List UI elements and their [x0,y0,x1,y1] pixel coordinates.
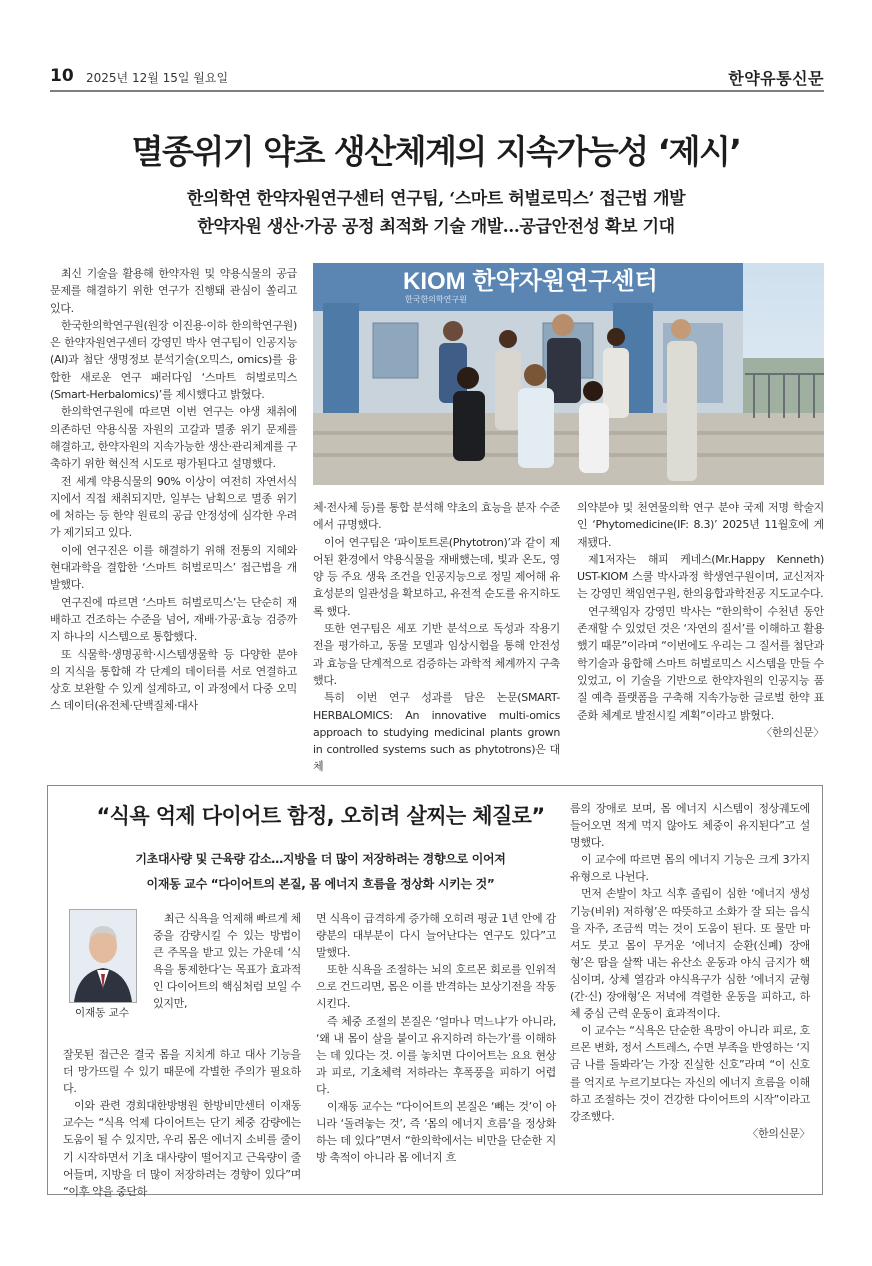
paragraph: 또 식물학·생명공학·시스템생물학 등 다양한 분야의 지식을 통합해 각 단계의 데이터를 서로 연결하고 상호 보완할 수 있게 설계하고, 이 과정에서 다중 오믹스 데이터(유전체·단백질체·대사 [50,647,297,713]
professor-portrait [69,909,137,1003]
article-column-1 [50,265,297,715]
paragraph: 잘못된 접근은 결국 몸을 지치게 하고 대사 기능을 더 망가뜨릴 수 있기 때문에 각별한 주의가 필요하다. [63,1048,301,1096]
paragraph: 먼저 손발이 차고 식후 졸림이 심한 ‘에너지 생성 기능(비위) 저하형’은 따뜻하고 소화가 잘 되는 음식을 자주, 조금씩 먹는 것이 도움이 된다. 또 물만 마셔도 붓고 몸이 무거운 ‘에너지 순환(신폐) 장애형’은 땀을 살짝 내는 유산소 운동과 야식 금지가 핵심이며, 상체 열감과 야식욕구가 심한 ‘에너지 균형(간·신) 장애형’은 저녁에 격렬한 운동을 피하고, 하체 중심 근력 운동이 효과적이다. [570,887,810,1021]
paragraph: 이어 연구팀은 ‘파이토트론(Phytotron)’과 같이 제어된 환경에서 약용식물을 재배했는데, 빛과 온도, 영양 등 주요 생육 조건을 인공지능으로 정밀 제어해 유효성분의 일관성을 확보하고, 유전적 순도를 유지하도록 했다. [313,535,560,618]
paragraph: 전 세계 약용식물의 90% 이상이 여전히 자연서식지에서 직접 채취되지만, 일부는 남획으로 멸종 위기에 처하는 등 한약 원료의 공급 안정성에 심각한 우려가 제기되고 있다. [50,474,297,540]
issue-date: 2025년 12월 15일 월요일 [86,71,229,85]
article-subtitle-1: 한의학연 한약자원연구센터 연구팀, ‘스마트 허벌로믹스’ 접근법 개발 [186,189,686,209]
paragraph: 면 식욕이 급격하게 증가해 오히려 평균 1년 안에 감량분의 대부분이 다시 늘어난다는 연구도 있다”고 말했다. [316,912,556,960]
article-credit: 〈한의신문〉 [761,725,824,739]
sidebar-credit: 〈한의신문〉 [747,1126,810,1140]
sidebar-subtitle-1: 기초대사량 및 근육량 감소…지방을 더 많이 저장하려는 경향으로 이어져 [135,852,506,866]
paragraph: 최근 식욕을 억제해 빠르게 체중을 감량시킬 수 있는 방법이 큰 주목을 받고 있는 가운데 ‘식욕을 통제한다’는 목표가 효과적인 다이어트의 핵심처럼 보일 수 있지만, [153,912,301,1011]
photo-sign-subtext: 한국한의학연구원 [405,295,467,304]
paragraph: 이 교수에 따르면 몸의 에너지 기능은 크게 3가지 유형으로 나뉜다. [570,853,810,884]
portrait-caption: 이재동 교수 [74,1007,130,1019]
paragraph: 의약분야 및 천연물의학 연구 분야 국제 저명 학술지인 ‘Phytomedicine(IF: 8.3)’ 2025년 11월호에 게재됐다. [577,501,824,549]
paragraph: 이재동 교수는 “다이어트의 본질은 ‘빼는 것’이 아니라 ‘돌려놓는 것’, 즉 ‘몸의 에너지 흐름’을 정상화하는 데 있다”면서 “한의학에서는 비만을 단순한 지방 축적이 아니라 몸 에너지 흐 [316,1100,556,1165]
paragraph: 또한 식욕을 조절하는 뇌의 호르몬 회로를 인위적으로 건드리면, 몸은 이를 반격하는 보상기전을 작동시킨다. [316,963,556,1011]
paragraph: 이 교수는 “식욕은 단순한 욕망이 아니라 피로, 호르몬 변화, 정서 스트레스, 수면 부족을 반영하는 ‘지금 나를 돌봐라’는 가장 진실한 신호”라며 “이 신호를 억지로 누르기보다는 자신의 에너지 흐름을 이해하고 조절하는 것이 건강한 다이어트의 시작”이라고 강조했다. [570,1024,810,1123]
article-column-2 [313,499,560,776]
paragraph: 특히 이번 연구 성과를 담은 논문(SMART-HERBALOMICS: An innovative multi-omics approach to studying medicinal plants grown in controlled systems such as phytotrons)은 대체 [313,691,560,774]
paragraph: 제1저자는 해피 케네스(Mr.Happy Kenneth) UST-KIOM 스쿨 박사과정 학생연구원이며, 교신저자는 강영민 책임연구원, 한의융합과학전공 지도교수다. [577,552,824,601]
paragraph: 또한 연구팀은 세포 기반 분석으로 독성과 작용기전을 평가하고, 동물 모델과 임상시험을 통해 안전성과 효능을 단계적으로 검증하는 과학적 체계까지 구축했다. [313,622,560,687]
article-column-3 [577,499,824,741]
sidebar-title: “식욕 억제 다이어트 함정, 오히려 살찌는 체질로” [96,804,545,828]
article-subtitle-2: 한약자원 생산·가공 공정 최적화 기술 개발…공급안전성 확보 기대 [197,217,675,237]
article-title: 멸종위기 약초 생산체계의 지속가능성 ‘제시’ [131,132,741,171]
header-divider [50,90,824,92]
sidebar-column-1-bottom [63,1046,301,1200]
publication-logo: 한약유통신문 [728,69,824,88]
paragraph: 이와 관련 경희대한방병원 한방비만센터 이재동 교수는 “식욕 억제 다이어트는 단기 체중 감량에는 도움이 될 수 있지만, 우리 몸은 에너지 소비를 줄이기 시작하면서 기초 대사량이 떨어지고 근육량이 줄어들며, 지방을 더 많이 저장하려는 경향이 있다”며 “이후 약을 중단하 [63,1099,301,1198]
sidebar-column-2 [316,910,556,1166]
paragraph: 한의학연구원에 따르면 이번 연구는 야생 채취에 의존하던 약용식물 자원의 고갈과 멸종 위기 문제를 해결하고, 한약자원의 지속가능한 생산·관리체계를 구축하기 위한 혁신적 시도로 평가된다고 설명했다. [50,405,297,471]
paragraph: 최신 기술을 활용해 한약자원 및 약용식물의 공급문제를 해결하기 위한 연구가 진행돼 관심이 쏠리고 있다. [50,267,297,315]
page-number: 10 [50,66,74,86]
paragraph: 연구진에 따르면 ‘스마트 허벌로믹스’는 단순히 재배하고 건조하는 수준을 넘어, 재배·가공·효능 검증까지 하나의 시스템으로 통합했다. [50,595,297,644]
paragraph: 름의 장애로 보며, 몸 에너지 시스템이 정상궤도에 들어오면 적게 먹지 않아도 체중이 유지된다”고 설명했다. [570,802,810,850]
sidebar-subtitle-2: 이재동 교수 “다이어트의 본질, 몸 에너지 흐름을 정상화 시키는 것” [146,877,495,891]
paragraph: 즉 체중 조절의 본질은 ‘얼마나 먹느냐’가 아니라, ‘왜 내 몸이 살을 붙이고 유지하려 하는가’를 이해하는 데 있다는 것. 이를 놓치면 다이어트는 요요 현상과 피로, 기초체력 저하라는 후폭풍을 피하기 어렵다. [316,1014,556,1096]
sidebar-column-3 [570,800,810,1142]
page-header [50,66,824,88]
paragraph: 이에 연구진은 이를 해결하기 위해 전통의 지혜와 현대과학을 결합한 ‘스마트 허벌로믹스’ 접근법을 개발했다. [50,543,297,592]
sidebar-article-box [47,785,823,1198]
sidebar-column-1-top [153,910,301,1013]
paragraph: 연구책임자 강영민 박사는 “한의학이 수천년 동안 존재할 수 있었던 것은 ‘자연의 질서’를 이해하고 활용했기 때문”이라며 “이번에도 우리는 그 질서를 첨단과학기술과 융합해 스마트 허벌로믹스 시스템을 만들 수 있었고, 이 기술을 기반으로 한약자원의 인공지능 품질 예측 플랫폼을 구축해 지속가능한 글로벌 한약 표준화 체계로 발전시킬 계획”이라고 밝혔다. [577,604,824,722]
paragraph: 한국한의학연구원(원장 이진용·이하 한의학연구원)은 한약자원연구센터 강영민 박사 연구팀이 인공지능(AI)과 첨단 생명정보 분석기술(오믹스, omics)를 융합한 새로운 연구 패러다임 ‘스마트 허벌로믹스(Smart-Herbalomics)’를 제시했다고 밝혔다. [50,318,297,402]
research-team-photo [313,263,824,485]
photo-sign-text: KIOM 한약자원연구센터 [403,268,658,295]
paragraph: 체·전사체 등)를 통합 분석해 약초의 효능을 분자 수준에서 규명했다. [313,501,560,532]
